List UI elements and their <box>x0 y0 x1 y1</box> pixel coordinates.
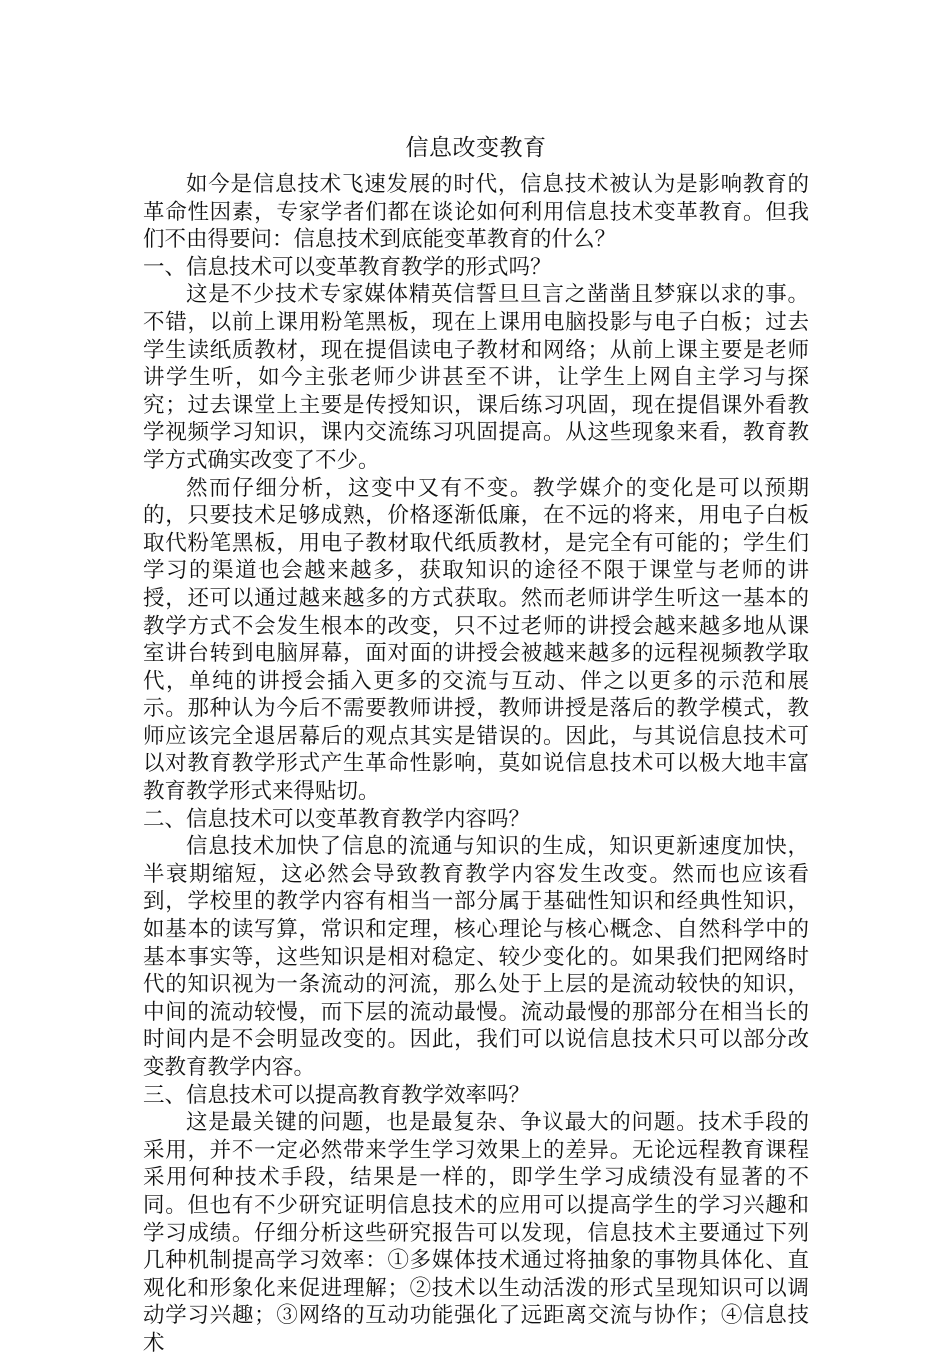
intro-paragraph: 如今是信息技术飞速发展的时代，信息技术被认为是影响教育的革命性因素，专家学者们都在谈论如何利用信息技术变革教育。但我们不由得要问：信息技术到底能变革教育的什么？ <box>143 172 809 253</box>
section-1-heading: 一、信息技术可以变革教育教学的形式吗？ <box>143 254 552 280</box>
document-title: 信息改变教育 <box>405 135 547 161</box>
section-2-paragraph-1: 信息技术加快了信息的流通与知识的生成，知识更新速度加快，半衰期缩短，这必然会导致教育教学内容发生改变。然而也应该看到，学校里的教学内容有相当一部分属于基础性知识和经典性知识，如基本的读写算，常识和定理，核心理论与核心概念、自然科学中的基本事实等，这些知识是相对稳定、较少变化的。如果我们把网络时代的知识视为一条流动的河流，那么处于上层的是流动较快的知识，中间的流动较慢，而下层的流动最慢。流动最慢的那部分在相当长的时间内是不会明显改变的。因此，我们可以说信息技术只可以部分改变教育教学内容。 <box>143 834 809 1080</box>
section-1-paragraph-1: 这是不少技术专家媒体精英信誓旦旦言之凿凿且梦寐以求的事。不错，以前上课用粉笔黑板，现在上课用电脑投影与电子白板；过去学生读纸质教材，现在提倡读电子教材和网络；从前上课主要是老师讲学生听，如今主张老师少讲甚至不讲，让学生上网自主学习与探究；过去课堂上主要是传授知识，课后练习巩固，现在提倡课外看教学视频学习知识，课内交流练习巩固提高。从这些现象来看，教育教学方式确实改变了不少。 <box>143 282 809 473</box>
section-1-paragraph-2: 然而仔细分析，这变中又有不变。教学媒介的变化是可以预期的，只要技术足够成熟，价格逐渐低廉，在不远的将来，用电子白板取代粉笔黑板，用电子教材取代纸质教材，是完全有可能的；学生们学习的渠道也会越来越多，获取知识的途径不限于课堂与老师的讲授，还可以通过越来越多的方式获取。然而老师讲学生听这一基本的教学方式不会发生根本的改变，只不过老师的讲授会越来越多地从课室讲台转到电脑屏幕，面对面的讲授会被越来越多的远程视频教学取代，单纯的讲授会插入更多的交流与互动、伴之以更多的示范和展示。那种认为今后不需要教师讲授，教师讲授是落后的教学模式，教师应该完全退居幕后的观点其实是错误的。因此，与其说信息技术可以对教育教学形式产生革命性影响，莫如说信息技术可以极大地丰富教育教学形式来得贴切。 <box>143 475 809 805</box>
section-2-heading: 二、信息技术可以变革教育教学内容吗？ <box>143 806 531 832</box>
section-3-heading: 三、信息技术可以提高教育教学效率吗？ <box>143 1082 531 1108</box>
section-3-paragraph-1: 这是最关键的问题，也是最复杂、争议最大的问题。技术手段的采用，并不一定必然带来学生学习效果上的差异。无论远程教育课程采用何种技术手段，结果是一样的，即学生学习成绩没有显著的不同。但也有不少研究证明信息技术的应用可以提高学生的学习兴趣和学习成绩。仔细分析这些研究报告可以发现，信息技术主要通过下列几种机制提高学习效率：①多媒体技术通过将抽象的事物具体化、直观化和形象化来促进理解；②技术以生动活泼的形式呈现知识可以调动学习兴趣；③网络的互动功能强化了远距离交流与协作；④信息技术 <box>143 1110 809 1356</box>
document-page <box>143 133 809 1358</box>
